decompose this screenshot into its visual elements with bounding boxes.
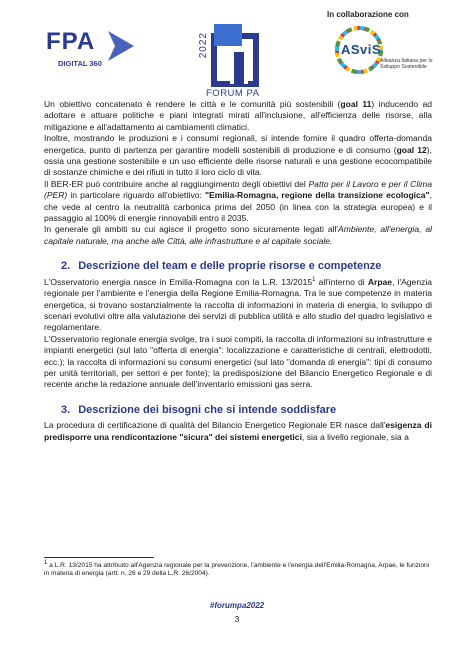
goal-11-highlight: goal 11 bbox=[340, 99, 372, 109]
page-header bbox=[0, 0, 474, 100]
asvis-description: Alleanza Italiana per lo Sviluppo Sostenibile bbox=[380, 58, 433, 70]
section-2-heading bbox=[61, 261, 432, 272]
section-3-number: 3. bbox=[61, 403, 71, 416]
section-2-number: 2. bbox=[61, 260, 71, 273]
footnote-divider bbox=[44, 557, 154, 558]
collaboration-label: In collaborazione con bbox=[327, 10, 409, 19]
text: Un obiettivo concatenato è rendere le città e le comunità più sostenibili ( bbox=[44, 99, 341, 109]
fpa-logo-subtitle: DIGITAL 360 bbox=[58, 59, 102, 68]
text: Inoltre, mostrando le produzioni e i consumi regionali, si intende fornire il quadro offerta-domanda energetica, punto di partenza per garantire modelli sostenibili di produzione e di consumo ( bbox=[44, 133, 432, 155]
paragraph-goal12 bbox=[44, 133, 432, 179]
goal-12-highlight: goal 12 bbox=[396, 144, 427, 155]
fpa-arrow-icon bbox=[108, 31, 134, 61]
forum-year: 2022 bbox=[198, 32, 209, 59]
paragraph-ambiti bbox=[44, 224, 432, 247]
paragraph-per bbox=[44, 179, 432, 225]
section-2-title: Descrizione del team e delle proprie risorse e competenze bbox=[78, 260, 382, 273]
fpa-logo bbox=[46, 28, 141, 74]
text: , che vede al centro la neutralità carbonica prima del 2050 (in linea con la strategia europea) e il passaggio al 100% di energie rinnovabili entro il 2035. bbox=[44, 190, 432, 224]
footnote bbox=[44, 559, 430, 579]
text: La procedura di certificazione di qualità del Bilancio Energetico Regionale ER nasce dall' bbox=[44, 420, 386, 431]
asvis-name: ASviS bbox=[341, 42, 382, 57]
text: , sia a livello regionale, sia a bbox=[301, 431, 409, 442]
text: all'interno di bbox=[315, 276, 368, 287]
paragraph-compiti: L'Osservatorio regionale energia svolge, tra i suoi compiti, la raccolta di informazioni su infrastrutture e impianti energetici (sul lato "offerta di energia": localizzazione e caratteristiche di centrali, elettrodotti, ecc.); la raccolta di informazioni su consumi energetici (sul lato "domanda di energia": tipi di consumo per unità territoriali, per settori e per fonte); la predisposizione del Bilancio Energetico Regionale e di recente anche la redazione annuale dell'inventario emissioni gas serra. bbox=[44, 333, 432, 390]
paragraph-osservatorio bbox=[44, 277, 432, 334]
text: In generale gli ambiti su cui agisce il progetto sono sicuramente legati all' bbox=[44, 224, 338, 235]
forum-mark-icon bbox=[200, 22, 270, 88]
footnote-ref[interactable]: 1 bbox=[312, 276, 316, 283]
text: L'Osservatorio energia nasce in Emilia-Romagna con la L.R. 13/2015 bbox=[44, 276, 313, 287]
ambiti-italic: Ambiente, all'energia, al capitale naturale, ma anche alle Città, alle infrastrutture e al capitale sociale. bbox=[44, 224, 432, 246]
paragraph-goal11 bbox=[44, 99, 432, 133]
text: Il BER-ER può contribuire anche al raggiungimento degli obiettivi del bbox=[44, 178, 309, 189]
per-italic: Patto per il Lavoro e per il Clima (PER) bbox=[44, 178, 432, 201]
page-body bbox=[44, 99, 432, 443]
transition-highlight: "Emilia-Romagna, regione della transizione ecologica" bbox=[204, 190, 430, 201]
footnote-text: a L.R. 13/2015 ha attribuito all'Agenzia regionale per la prevenzione, l'ambiente e l'energia dell'Emilia-Romagna, Arpae, le funzioni in materia di energia (artt. n. 26 e 29 della L.R. 26/2004). bbox=[44, 562, 430, 578]
forum-label: FORUM PA bbox=[206, 88, 260, 99]
forum-pa-logo bbox=[200, 22, 270, 102]
section-3-title: Descrizione dei bisogni che si intende soddisfare bbox=[78, 403, 337, 416]
esigenza-highlight: esigenza di predisporre una rendicontazione "sicura" dei sistemi energetici bbox=[44, 420, 432, 442]
page-number: 3 bbox=[234, 614, 240, 624]
footnote-marker: 1 bbox=[44, 559, 48, 566]
paragraph-bisogni bbox=[44, 420, 432, 443]
section-3-heading bbox=[61, 405, 432, 416]
asvis-logo bbox=[333, 24, 443, 76]
text: ), ossia una gestione sostenibile e un uso efficiente delle risorse naturali e una gestione ecocompatibile di sostanze chimiche e dei rifiuti in tutto il loro ciclo di vita. bbox=[44, 144, 432, 178]
arpae-highlight: Arpae bbox=[367, 276, 393, 287]
text: , l'Agenzia regionale per l'ambiente e l'energia della Regione Emilia-Romagna. Tra le sue competenze in materia energetica, si trovano sostanzialmente la raccolta di informazioni in materia di energia, lo sviluppo di scenari evolutivi oltre alla valutazione dei servizi di pubblica utilità e allo studio del quadro legislativo e regolamentare. bbox=[44, 276, 432, 333]
fpa-logo-title: FPA bbox=[46, 28, 96, 55]
hashtag: #forumpa2022 bbox=[209, 601, 265, 610]
text: ) inducendo ad adottare e attuare politiche e piani integrati mirati all'inclusione, all'efficienza delle risorse, alla mitigazione e all'adattamento ai cambiamenti climatici. bbox=[44, 99, 432, 132]
text: in particolare riguardo all'obiettivo: bbox=[67, 190, 205, 201]
